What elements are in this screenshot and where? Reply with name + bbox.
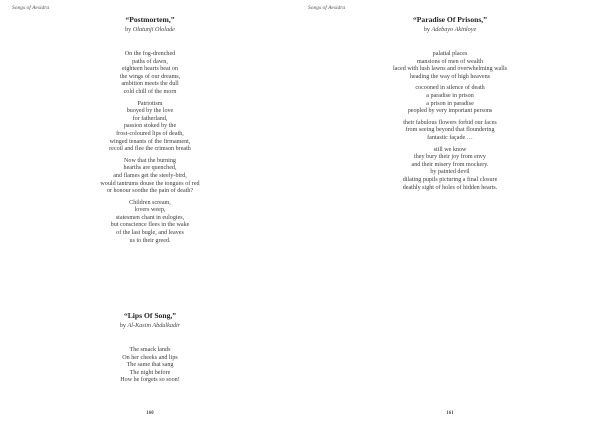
poem-line: dilating pupils picturing a final closure: [402, 176, 498, 183]
running-head: Songs of Aesidra: [12, 5, 50, 11]
poem-line: would tantrums douse the tongues of red: [100, 180, 200, 187]
poem-line: laced with lush lawns and overwhelming walls: [392, 66, 508, 73]
poem-line: winged tenants of the firmament,: [109, 138, 191, 145]
poem-byline: [300, 25, 600, 34]
running-head: Songs of Aesidra: [308, 5, 346, 11]
poem-line: of the last bugle, and leaves: [116, 230, 184, 237]
poem-line: from seeing beyond that floundering: [405, 127, 495, 134]
poem-line: they bury their joy from envy: [414, 154, 486, 161]
poem-line: deathly sight of holes of hidden hearts.: [402, 184, 498, 191]
poem-line: palatial places: [432, 51, 468, 57]
poem-line: The same that sang: [126, 362, 174, 369]
poem-line: their fabulous flowers forbid our faces: [403, 119, 497, 126]
poem-line: but conscience flees in the wake: [110, 222, 190, 229]
poem-line: paths of dawn,: [132, 58, 168, 65]
poem-line: and flames get the steely-bird,: [113, 172, 187, 179]
stanza: [300, 147, 600, 193]
poem-line: The night before: [129, 369, 171, 376]
poem-line: Children scream,: [129, 199, 171, 206]
poem-author: Olatunji Ololade: [132, 26, 175, 33]
poem-line: On her cheeks and lips: [122, 354, 178, 361]
poem-lips-of-song: [0, 311, 300, 385]
poem-line: statesmen chant in eulogies,: [115, 214, 185, 221]
poem-line: and their misery from mockery.: [411, 161, 489, 168]
poem-line: a paradise in prison: [426, 92, 474, 99]
poem-postmortem: [0, 15, 300, 245]
stanza: [300, 85, 600, 115]
right-page: [300, 0, 600, 424]
poem-title: “Postmortem,”: [125, 15, 175, 24]
by-label: by: [423, 26, 430, 33]
poem-byline: [0, 321, 300, 330]
poem-line: mansions of men of wealth: [416, 58, 483, 65]
stanza: [0, 158, 300, 196]
poem-line: by painted devil: [430, 169, 470, 176]
poem-line: or honour soothe the pain of death?: [106, 188, 194, 195]
poem-line: The smack lands: [129, 347, 171, 353]
poem-line: peopled by very important persons: [407, 108, 493, 115]
stanza: [300, 120, 600, 143]
poem-line: On the fog-drenched: [124, 51, 176, 57]
stanza: [0, 51, 300, 97]
poem-line: Patriotism: [137, 100, 163, 107]
page-number: 160: [146, 411, 154, 416]
poem-title: “Paradise Of Prisons,”: [412, 15, 488, 24]
page-number: 161: [446, 411, 454, 416]
poem-byline: [0, 25, 300, 34]
poem-author: Adebayo Akinloye: [431, 26, 477, 33]
poem-line: frost-coloured lips of death,: [116, 130, 184, 137]
poem-line: fantastic façade …: [427, 134, 473, 141]
poem-line: eighteen hearts beat on: [121, 66, 178, 73]
stanza: [0, 101, 300, 154]
poem-line: Now that the burning: [124, 157, 176, 164]
stanza: [0, 200, 300, 246]
poem-line: cold chill of the morn: [123, 88, 177, 95]
poem-line: for fatherland,: [132, 115, 168, 122]
poem-line: ambition meets the dull: [121, 81, 179, 88]
poem-title: “Lips Of Song,”: [123, 311, 177, 320]
poem-line: passion stoked by the: [123, 123, 177, 130]
by-label: by: [125, 26, 132, 33]
poem-line: a prison in paradise: [426, 100, 474, 107]
poem-line: us to their greed.: [129, 237, 171, 244]
poem-line: How he forgets so soon!: [120, 377, 180, 384]
poem-line: heading the way of high heavens: [409, 73, 491, 80]
by-label: by: [119, 322, 126, 329]
poem-line: buoyed by the love: [126, 108, 174, 115]
poem-author: Al-Kasim Abdulkadir: [127, 322, 181, 329]
poem-line: recoil and flee the crimson breath: [109, 146, 191, 153]
poem-line: hearths are quenched,: [123, 165, 177, 172]
poem-line: the wings of our dreams,: [119, 73, 181, 80]
poem-line: lovers weep,: [134, 207, 166, 214]
poem-line: still we know: [433, 146, 467, 153]
stanza: [0, 347, 300, 385]
stanza: [300, 51, 600, 81]
poem-paradise-of-prisons: [300, 15, 600, 192]
poem-line: cocooned in silence of death: [415, 85, 485, 92]
